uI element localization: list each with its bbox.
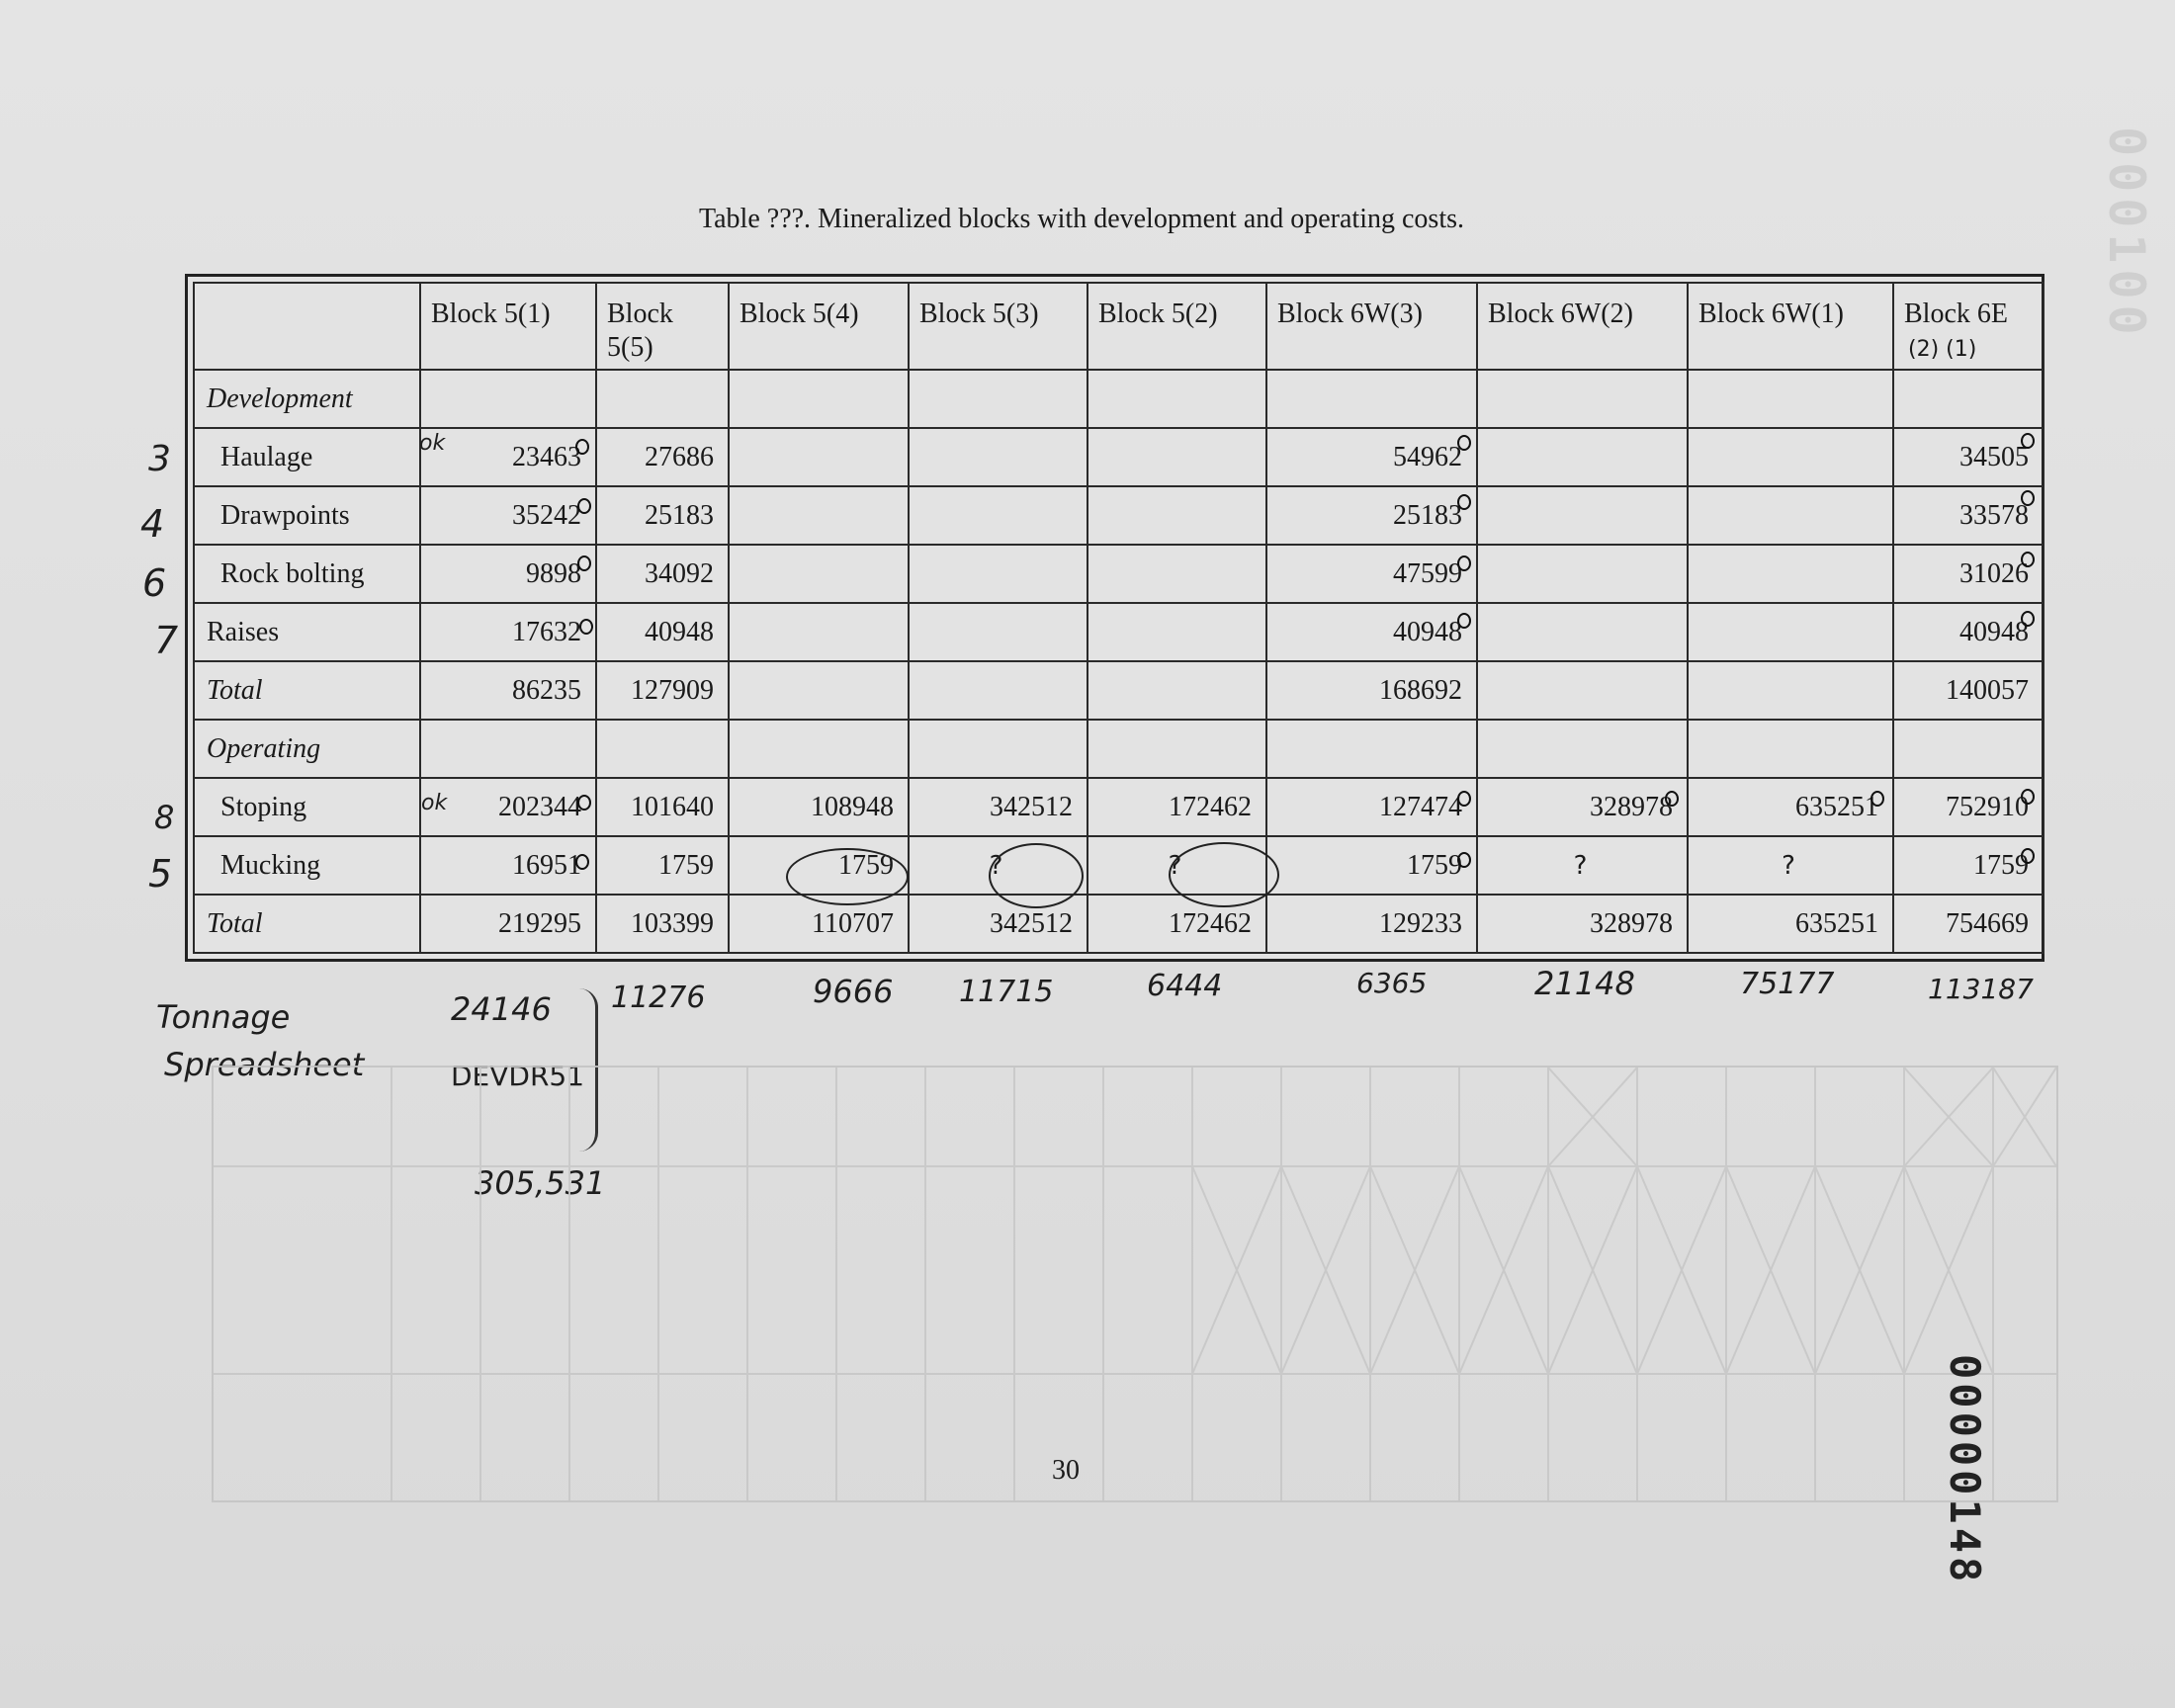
bates-stamp: 00000148: [1941, 1354, 1989, 1586]
check-mark: [579, 619, 593, 635]
cell: ?: [1088, 836, 1266, 895]
cell: 752910: [1893, 778, 2044, 836]
hand-spreadsheet-value: DEVDR51: [451, 1060, 585, 1092]
hand-row-number-mucking: 5: [148, 852, 173, 896]
cell: 16951: [420, 836, 596, 895]
cell: 17632: [420, 603, 596, 661]
hand-tonnage-block-6e: 113187: [1928, 973, 2034, 1005]
row-label: Total: [194, 895, 420, 953]
empty-cell: [596, 720, 729, 778]
cell: [1477, 603, 1688, 661]
page-number: 30: [1052, 1455, 1080, 1486]
cell: 27686: [596, 428, 729, 486]
hand-sum-value: 305,531: [475, 1164, 606, 1202]
hand-spreadsheet-label: Spreadsheet: [164, 1046, 365, 1083]
cell: ?: [1477, 836, 1688, 895]
cell: 108948: [729, 778, 909, 836]
cell: 635251: [1688, 895, 1893, 953]
hand-tonnage-block-5-2: 6444: [1147, 969, 1223, 1003]
cell: 1759: [1893, 836, 2044, 895]
cell: [909, 428, 1088, 486]
header-block-6w-3: Block 6W(3): [1266, 283, 1477, 370]
header-block-5-4: Block 5(4): [729, 283, 909, 370]
cell: 33578: [1893, 486, 2044, 545]
hand-ok-operating: ok: [421, 791, 448, 815]
cell: 9898: [420, 545, 596, 603]
cell: 342512: [909, 778, 1088, 836]
cell: 40948: [1893, 603, 2044, 661]
cell: [1088, 428, 1266, 486]
hand-tonnage-block-6w-2: 21148: [1534, 965, 1635, 1002]
cell: 23463: [420, 428, 596, 486]
cell: [1088, 486, 1266, 545]
cell: [909, 486, 1088, 545]
header-block-6e: [1893, 283, 2044, 370]
hand-ok-development: ok: [419, 431, 446, 456]
cell: 754669: [1893, 895, 2044, 953]
empty-cell: [1893, 370, 2044, 428]
cell: [729, 486, 909, 545]
cell: [729, 661, 909, 720]
check-mark: [1870, 791, 1884, 807]
check-mark: [1457, 613, 1471, 629]
cell: 1759: [1266, 836, 1477, 895]
hand-tonnage-block-5-3: 11715: [959, 975, 1054, 1009]
cell: 635251: [1688, 778, 1893, 836]
cell: [909, 661, 1088, 720]
check-mark: [2021, 490, 2035, 506]
cell: 129233: [1266, 895, 1477, 953]
hand-row-number-raises: 7: [154, 619, 179, 662]
empty-cell: [1088, 720, 1266, 778]
table-row-development-total: [194, 661, 2044, 720]
check-mark: [577, 498, 591, 514]
cell: 47599: [1266, 545, 1477, 603]
check-mark: [1457, 435, 1471, 451]
cell: 219295: [420, 895, 596, 953]
table-row-mucking: [194, 836, 2044, 895]
empty-cell: [1088, 370, 1266, 428]
hand-row-number-rock-bolting: 6: [142, 561, 167, 605]
hand-tonnage-block-5-4: 9666: [813, 973, 894, 1010]
cell: 34505: [1893, 428, 2044, 486]
header-block-5-5: [596, 283, 729, 370]
cell: [1088, 545, 1266, 603]
header-block-6e-text: Block 6E: [1904, 299, 2008, 329]
cell: 40948: [1266, 603, 1477, 661]
header-blank: [194, 283, 420, 370]
empty-cell: [729, 370, 909, 428]
cell: [1477, 428, 1688, 486]
check-mark: [2021, 611, 2035, 627]
empty-cell: [729, 720, 909, 778]
header-block-6w-1: Block 6W(1): [1688, 283, 1893, 370]
section-label-development: Development: [194, 370, 420, 428]
table-row-rock-bolting: [194, 545, 2044, 603]
cell: [729, 428, 909, 486]
header-block-5-3: Block 5(3): [909, 283, 1088, 370]
cell: ?: [1688, 836, 1893, 895]
cell: 202344: [420, 778, 596, 836]
cell: 127474: [1266, 778, 1477, 836]
cell: 328978: [1477, 895, 1688, 953]
hand-tonnage-block-5-1: 24146: [451, 990, 552, 1028]
check-mark: [1457, 791, 1471, 807]
hand-circle-5-2: [1169, 842, 1279, 907]
cell: [1477, 661, 1688, 720]
table-row-haulage: [194, 428, 2044, 486]
hand-row-number-drawpoints: 4: [140, 502, 165, 546]
check-mark: [2021, 552, 2035, 567]
cell: [909, 545, 1088, 603]
faint-bleed-through-stamp: 000100: [2098, 127, 2155, 341]
check-mark: [577, 795, 591, 811]
empty-cell: [1477, 720, 1688, 778]
empty-cell: [909, 720, 1088, 778]
row-label: Rock bolting: [194, 545, 420, 603]
cell: [1088, 603, 1266, 661]
cell: 35242: [420, 486, 596, 545]
check-mark: [1665, 791, 1679, 807]
cell: 25183: [596, 486, 729, 545]
cell: 127909: [596, 661, 729, 720]
bleed-through-table: [212, 1066, 2058, 1502]
cell: 1759: [596, 836, 729, 895]
cell: 1759: [729, 836, 909, 895]
empty-cell: [1688, 370, 1893, 428]
check-mark: [2021, 848, 2035, 864]
hand-tonnage-block-6w-3: 6365: [1356, 967, 1428, 999]
check-mark: [577, 555, 591, 571]
cell: 31026: [1893, 545, 2044, 603]
cell: 101640: [596, 778, 729, 836]
cell: 34092: [596, 545, 729, 603]
empty-cell: [1688, 720, 1893, 778]
empty-cell: [1266, 370, 1477, 428]
cell: 172462: [1088, 778, 1266, 836]
header-block-6e-annotation: (2) (1): [1908, 337, 1977, 362]
caption-text: Table ???. Mineralized blocks with development and operating costs.: [698, 204, 1464, 234]
cell: 140057: [1893, 661, 2044, 720]
cell: [729, 603, 909, 661]
hand-tonnage-block-6w-1: 75177: [1740, 967, 1835, 1001]
check-mark: [1457, 852, 1471, 868]
check-mark: [2021, 789, 2035, 805]
section-row-operating: [194, 720, 2044, 778]
bleed-through-grid: [214, 1068, 2056, 1500]
cell: [1477, 486, 1688, 545]
cell: 342512: [909, 895, 1088, 953]
table-caption: [0, 204, 2175, 235]
cell: 328978: [1477, 778, 1688, 836]
empty-cell: [1477, 370, 1688, 428]
cell: [1688, 428, 1893, 486]
cell: 54962: [1266, 428, 1477, 486]
cell: 172462: [1088, 895, 1266, 953]
hand-row-number-haulage: 3: [148, 439, 171, 479]
cell: [1688, 603, 1893, 661]
table-row-raises: [194, 603, 2044, 661]
empty-cell: [1893, 720, 2044, 778]
empty-cell: [909, 370, 1088, 428]
check-mark: [2021, 433, 2035, 449]
row-label: Raises: [194, 603, 420, 661]
table-row-operating-total: [194, 895, 2044, 953]
cell: [1688, 661, 1893, 720]
table-row-drawpoints: [194, 486, 2044, 545]
cell: [729, 545, 909, 603]
row-label: Drawpoints: [194, 486, 420, 545]
cell: 86235: [420, 661, 596, 720]
cell: 168692: [1266, 661, 1477, 720]
header-block-5-5-text: Block 5(5): [607, 299, 673, 363]
hand-circle-5-4: [786, 848, 909, 905]
cell: [1688, 545, 1893, 603]
hand-row-number-stoping: 8: [154, 799, 175, 836]
cell: 110707: [729, 895, 909, 953]
empty-cell: [1266, 720, 1477, 778]
cost-table-frame: [185, 274, 2044, 962]
header-block-5-1: Block 5(1): [420, 283, 596, 370]
header-block-5-2: Block 5(2): [1088, 283, 1266, 370]
hand-tonnage-label: Tonnage: [156, 998, 291, 1036]
row-label: Mucking: [194, 836, 420, 895]
cell: [909, 603, 1088, 661]
empty-cell: [420, 720, 596, 778]
row-label: Stoping: [194, 778, 420, 836]
header-row: [194, 283, 2044, 370]
cell: ?: [909, 836, 1088, 895]
section-row-development: [194, 370, 2044, 428]
cost-table: [193, 282, 2044, 954]
cell: 25183: [1266, 486, 1477, 545]
section-label-operating: Operating: [194, 720, 420, 778]
cell: [1688, 486, 1893, 545]
header-block-6w-2: Block 6W(2): [1477, 283, 1688, 370]
row-label: Total: [194, 661, 420, 720]
table-row-stoping: [194, 778, 2044, 836]
check-mark: [1457, 555, 1471, 571]
check-mark: [575, 854, 589, 870]
hand-circle-5-3: [989, 843, 1084, 908]
check-mark: [575, 439, 589, 455]
cell: [1477, 545, 1688, 603]
empty-cell: [420, 370, 596, 428]
empty-cell: [596, 370, 729, 428]
check-mark: [1457, 494, 1471, 510]
cell: [1088, 661, 1266, 720]
row-label: Haulage: [194, 428, 420, 486]
hand-tonnage-block-5-5: 11276: [611, 981, 706, 1015]
cell: 40948: [596, 603, 729, 661]
cell: 103399: [596, 895, 729, 953]
